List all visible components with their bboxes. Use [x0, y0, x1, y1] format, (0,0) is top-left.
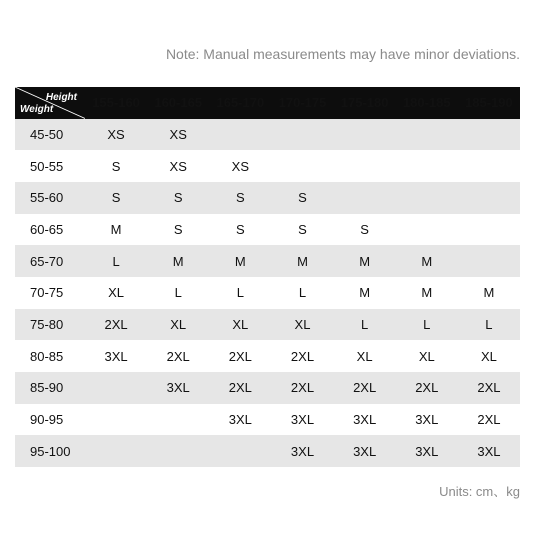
table-row — [15, 309, 520, 341]
table-row — [15, 245, 520, 277]
size-cell: XS — [107, 126, 125, 142]
height-column-header: 185-190 — [465, 95, 513, 111]
height-column-header: 155-160 — [92, 95, 140, 111]
size-cell: M — [110, 221, 122, 237]
size-cell: L — [485, 316, 493, 332]
size-cell: M — [172, 253, 184, 269]
size-cell: XL — [356, 348, 373, 364]
weight-cell: 85-90 — [30, 380, 64, 396]
size-cell: L — [236, 285, 244, 301]
size-cell: S — [236, 221, 245, 237]
size-cell — [396, 214, 458, 246]
size-cell — [85, 435, 147, 467]
size-cell: L — [112, 253, 120, 269]
size-cell — [85, 372, 147, 404]
header-row — [15, 87, 520, 119]
size-cell: S — [298, 190, 307, 206]
size-cell: 3XL — [353, 412, 377, 428]
table-row — [15, 214, 520, 246]
height-column-header: 180-185 — [402, 95, 451, 111]
weight-cell: 95-100 — [30, 443, 71, 459]
height-column-header: 175-180 — [340, 95, 389, 111]
size-cell: L — [174, 285, 182, 301]
corner-header-cell — [15, 87, 85, 119]
table-row — [15, 404, 520, 436]
size-chart-table — [15, 87, 520, 467]
size-cell — [458, 214, 520, 246]
size-cell: M — [234, 253, 246, 269]
size-cell: 3XL — [415, 412, 439, 428]
units-note: Units: cm、kg — [439, 484, 520, 499]
size-cell: 3XL — [290, 412, 315, 428]
size-cell: S — [173, 221, 183, 237]
size-cell: M — [421, 253, 433, 269]
size-cell — [458, 150, 520, 182]
weight-cell: 75-80 — [30, 316, 64, 332]
size-cell — [458, 182, 520, 214]
size-cell: 3XL — [228, 412, 252, 428]
size-cell — [458, 245, 520, 277]
size-cell: 2XL — [353, 380, 377, 396]
size-cell: 3XL — [166, 380, 190, 396]
size-cell: S — [236, 190, 245, 206]
size-cell: 2XL — [228, 348, 252, 364]
table-row — [15, 277, 520, 309]
size-cell: XS — [169, 126, 187, 142]
size-cell — [458, 119, 520, 151]
size-cell: L — [298, 285, 307, 301]
size-cell: M — [359, 253, 371, 269]
size-cell: S — [360, 221, 369, 237]
size-cell: XL — [232, 316, 249, 332]
size-cell: S — [111, 158, 121, 174]
size-cell: 3XL — [415, 443, 439, 459]
weight-cell: 60-65 — [30, 221, 64, 237]
table-row — [15, 150, 520, 182]
height-axis-label: Height — [45, 92, 77, 103]
size-cell: 2XL — [477, 380, 501, 396]
size-cell: L — [361, 316, 369, 332]
size-cell — [334, 150, 396, 182]
size-cell — [209, 119, 271, 151]
size-cell: XL — [418, 348, 435, 364]
weight-cell: 80-85 — [30, 348, 64, 364]
size-cell: 2XL — [290, 380, 315, 396]
size-cell: 3XL — [477, 443, 501, 459]
table-row — [15, 119, 520, 151]
height-column-header: 165-170 — [216, 95, 265, 111]
size-cell: M — [297, 253, 308, 269]
weight-cell: 45-50 — [30, 126, 64, 142]
size-cell — [396, 119, 458, 151]
size-cell: M — [421, 285, 433, 301]
size-cell: 3XL — [353, 443, 377, 459]
size-cell — [271, 119, 333, 151]
size-cell: 2XL — [166, 348, 190, 364]
size-cell: M — [359, 285, 371, 301]
height-column-header: 160-165 — [154, 95, 203, 111]
weight-cell: 70-75 — [30, 285, 64, 301]
table-row — [15, 372, 520, 404]
size-cell: M — [483, 285, 495, 301]
size-cell — [396, 150, 458, 182]
size-cell: XL — [170, 316, 187, 332]
weight-cell: 90-95 — [30, 412, 64, 428]
weight-axis-label: Weight — [20, 103, 54, 115]
size-cell: 2XL — [104, 316, 128, 332]
table-row — [15, 435, 520, 467]
size-cell: 2XL — [415, 380, 439, 396]
size-cell — [334, 182, 396, 214]
weight-cell: 65-70 — [30, 253, 64, 269]
size-cell: S — [298, 221, 307, 237]
table-row — [15, 340, 520, 372]
weight-cell: 50-55 — [30, 158, 64, 174]
size-cell — [85, 404, 147, 436]
size-cell — [334, 119, 396, 151]
size-cell: 3XL — [104, 348, 128, 364]
size-cell — [147, 435, 209, 467]
size-cell: S — [173, 190, 183, 206]
size-cell — [147, 404, 209, 436]
size-cell: XL — [294, 316, 311, 332]
size-cell: 2XL — [228, 380, 252, 396]
size-cell: 3XL — [290, 443, 315, 459]
size-cell: S — [111, 190, 121, 206]
table-row — [15, 182, 520, 214]
size-cell: 2XL — [477, 412, 501, 428]
size-cell: XL — [480, 348, 497, 364]
weight-cell: 55-60 — [30, 190, 64, 206]
size-cell: XS — [169, 158, 187, 174]
size-cell: XS — [231, 158, 250, 174]
size-cell — [209, 435, 271, 467]
size-cell: 2XL — [290, 348, 315, 364]
size-cell — [396, 182, 458, 214]
height-column-header: 170-175 — [278, 95, 327, 111]
size-cell: L — [423, 316, 431, 332]
measurement-note: Note: Manual measurements may have minor deviations. — [165, 46, 520, 62]
size-cell — [271, 150, 333, 182]
size-cell: XL — [108, 285, 125, 301]
